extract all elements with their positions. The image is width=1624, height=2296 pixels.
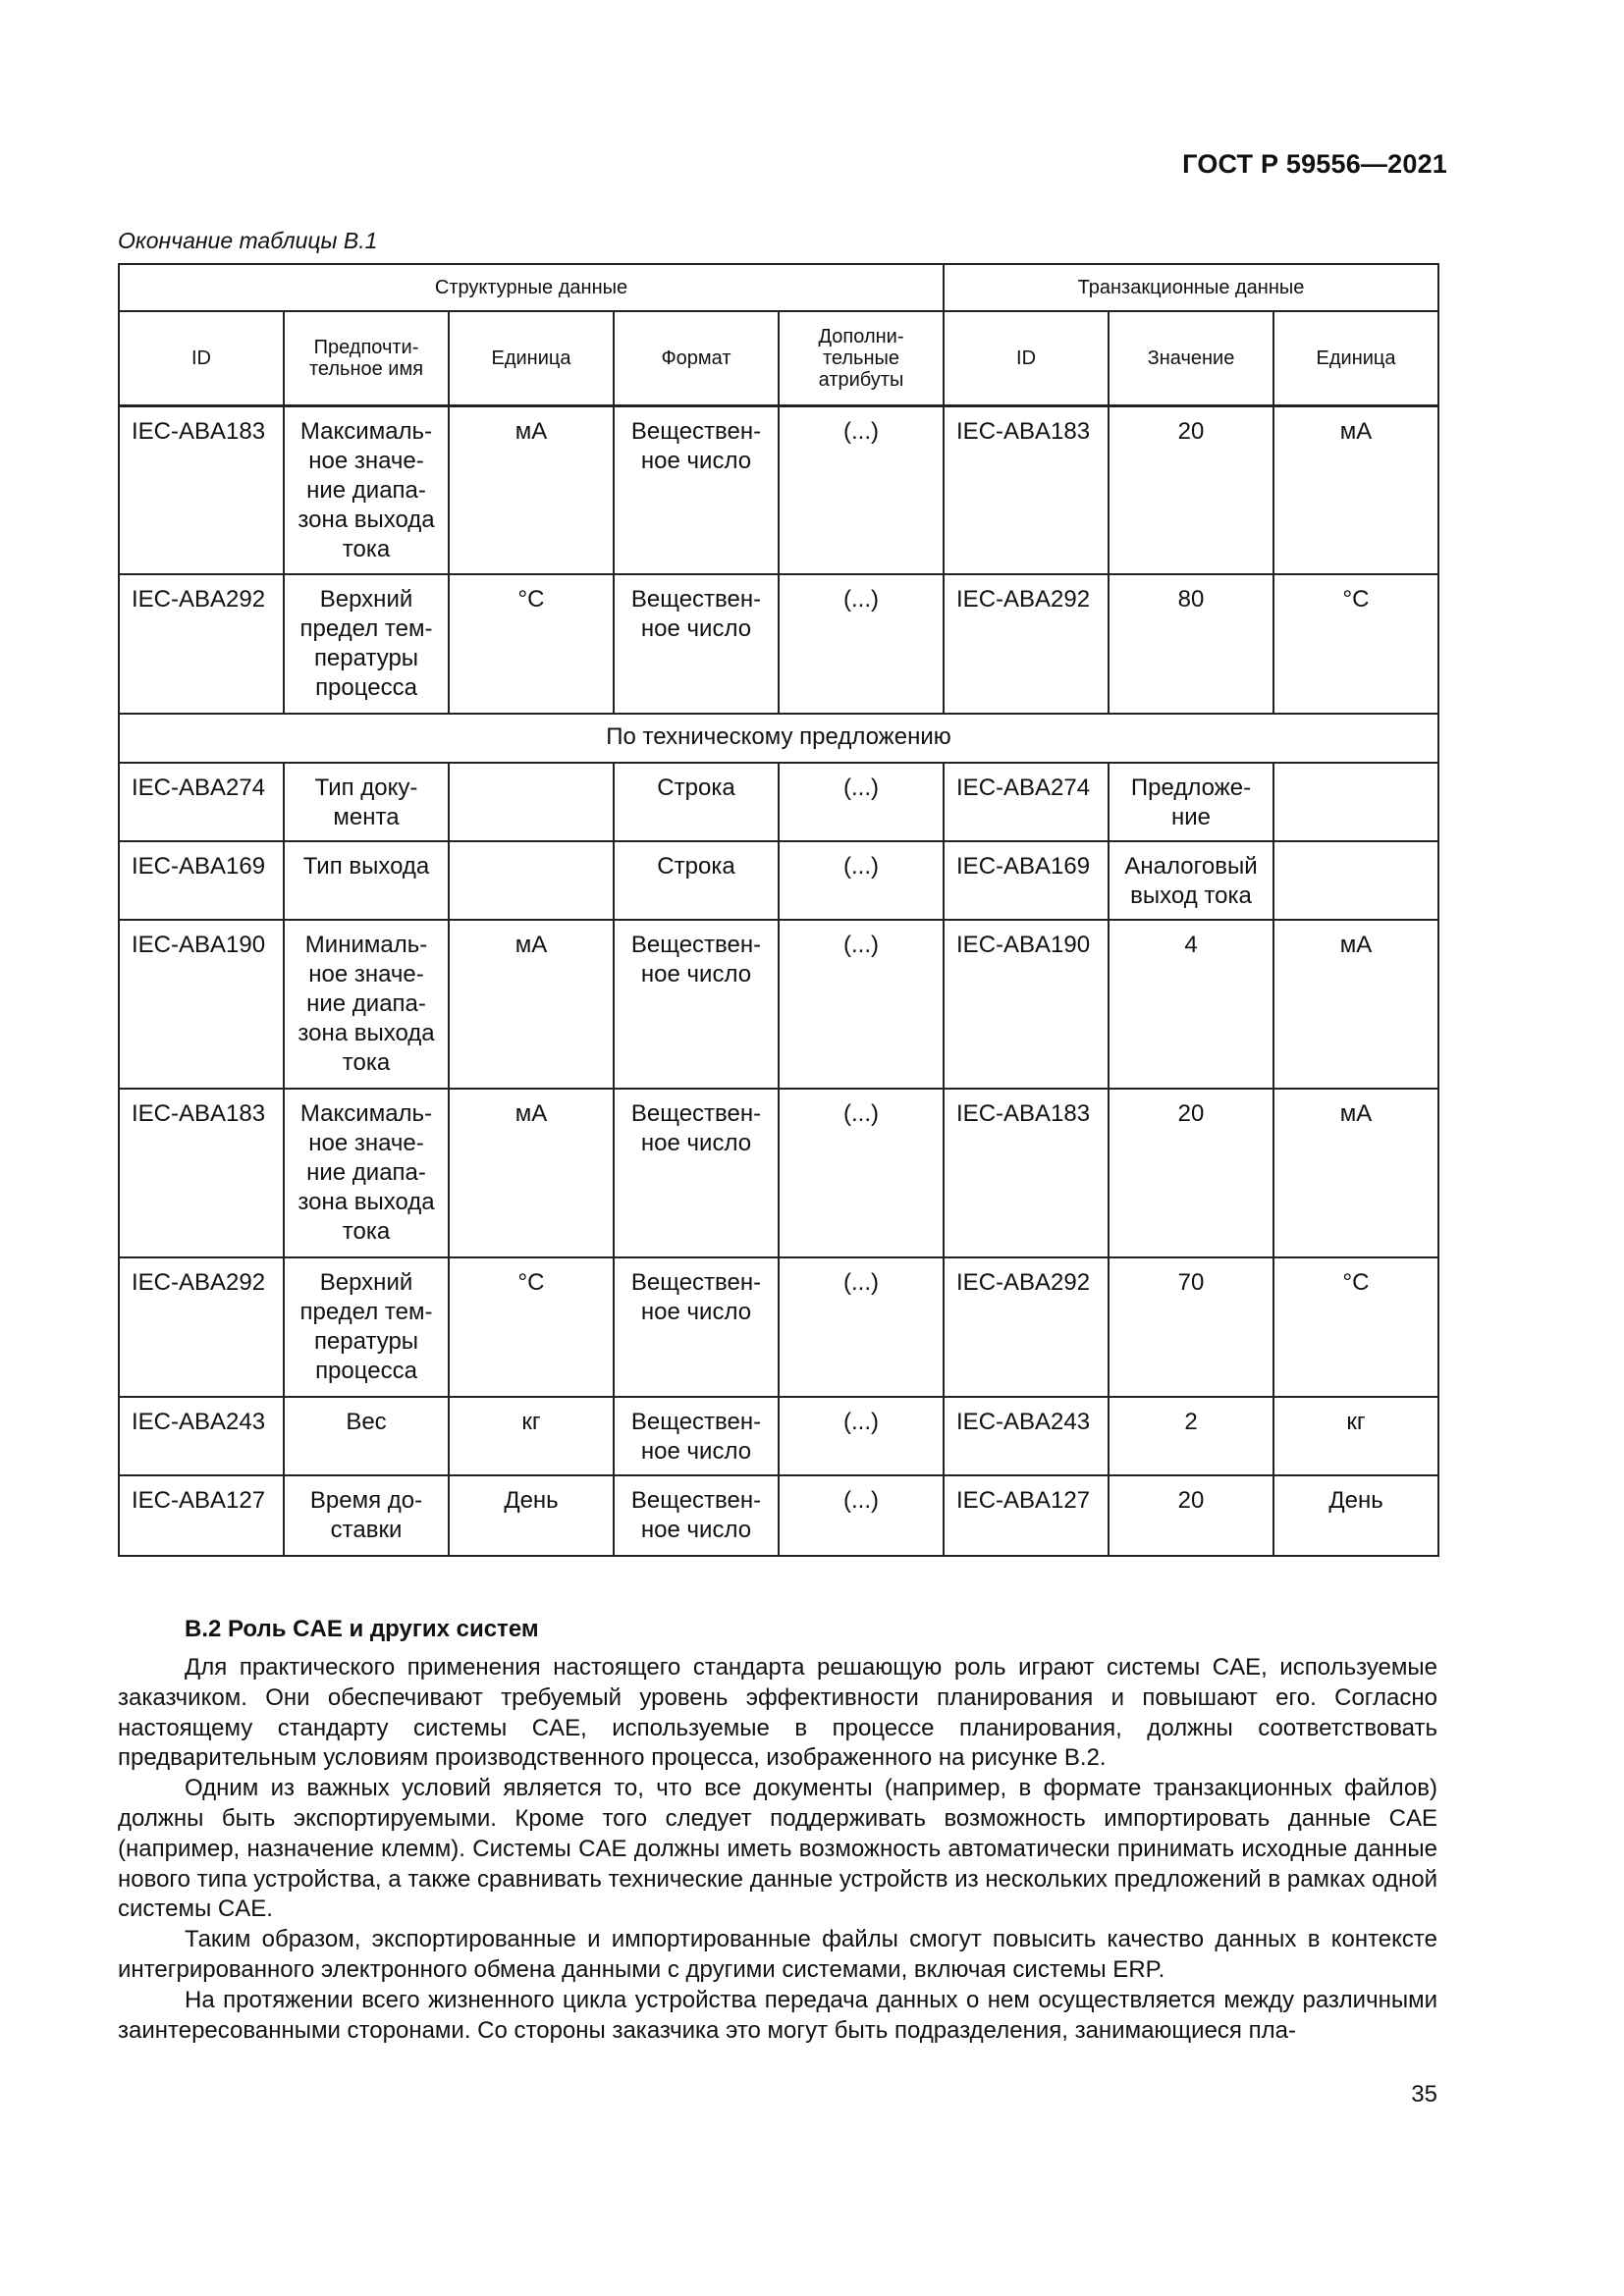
cell-name: Верхний предел тем- пературы процесса [284, 574, 449, 714]
cell-value: 80 [1109, 574, 1273, 714]
cell-unit: мА [449, 1089, 614, 1257]
cell-attributes: (...) [779, 405, 944, 574]
cell-transaction-id: IEC-ABA243 [944, 1397, 1109, 1475]
cell-transaction-unit: °C [1273, 574, 1438, 714]
document-header: ГОСТ Р 59556—2021 [1182, 149, 1447, 179]
cell-attributes: (...) [779, 1257, 944, 1397]
paragraph: На протяжении всего жизненного цикла устройства передача данных о нем осуществляется между различными заинтересованными сторонами. Со стороны заказчика это могут быть подразделения, занимающиеся пла- [118, 1986, 1437, 2044]
cell-transaction-unit [1273, 763, 1438, 841]
cell-transaction-unit [1273, 841, 1438, 920]
cell-transaction-unit: мА [1273, 920, 1438, 1089]
cell-unit: °C [449, 1257, 614, 1397]
cell-format: Веществен- ное число [614, 574, 779, 714]
cell-value: Аналоговый выход тока [1109, 841, 1273, 920]
cell-id: IEC-ABA169 [119, 841, 284, 920]
cell-format: Веществен- ное число [614, 1397, 779, 1475]
cell-format: Веществен- ное число [614, 1089, 779, 1257]
col-header-id: ID [119, 311, 284, 405]
cell-transaction-unit: кг [1273, 1397, 1438, 1475]
cell-unit: мА [449, 920, 614, 1089]
transactional-data-header: Транзакционные данные [944, 264, 1438, 311]
col-header-transaction-unit: Единица [1273, 311, 1438, 405]
cell-transaction-id: IEC-ABA292 [944, 1257, 1109, 1397]
table-row [119, 1257, 1438, 1397]
cell-transaction-id: IEC-ABA274 [944, 763, 1109, 841]
section-row-technical-proposal: По техническому предложению [119, 714, 1438, 763]
cell-unit: кг [449, 1397, 614, 1475]
cell-attributes: (...) [779, 841, 944, 920]
cell-value: 20 [1109, 1475, 1273, 1556]
cell-id: IEC-ABA183 [119, 1089, 284, 1257]
body-text [118, 1653, 1437, 2046]
table-caption: Окончание таблицы В.1 [118, 228, 378, 253]
paragraph: Для практического применения настоящего стандарта решающую роль играют системы CAE, используемые заказчиком. Они обеспечивают требуемый уровень эффективности планирования и повышают его. Согласно настоящему стандарту системы CAE, используемые в процессе планирования, должны соответствовать предварительным условиям производственного процесса, изображенного на рисунке B.2. [118, 1654, 1437, 1772]
cell-id: IEC-ABA292 [119, 574, 284, 714]
cell-transaction-unit: мА [1273, 405, 1438, 574]
cell-unit: День [449, 1475, 614, 1556]
table-row [119, 841, 1438, 920]
paragraph: Таким образом, экспортированные и импортированные файлы смогут повысить качество данных в контексте интегрированного электронного обмена данными с другими системами, включая системы ERP. [118, 1926, 1437, 1983]
cell-transaction-id: IEC-ABA169 [944, 841, 1109, 920]
col-header-unit: Единица [449, 311, 614, 405]
cell-id: IEC-ABA243 [119, 1397, 284, 1475]
cell-transaction-unit: День [1273, 1475, 1438, 1556]
cell-name: Минималь- ное значе- ние диапа- зона выхода тока [284, 920, 449, 1089]
cell-attributes: (...) [779, 1089, 944, 1257]
cell-transaction-unit: мА [1273, 1089, 1438, 1257]
cell-id: IEC-ABA274 [119, 763, 284, 841]
cell-name: Вес [284, 1397, 449, 1475]
cell-unit [449, 841, 614, 920]
table-row [119, 405, 1438, 574]
cell-value: Предложе- ние [1109, 763, 1273, 841]
page-number: 35 [1411, 2081, 1437, 2108]
cell-value: 4 [1109, 920, 1273, 1089]
structural-data-header: Структурные данные [119, 264, 944, 311]
cell-attributes: (...) [779, 1475, 944, 1556]
table-row [119, 920, 1438, 1089]
cell-attributes: (...) [779, 920, 944, 1089]
cell-id: IEC-ABA190 [119, 920, 284, 1089]
cell-id: IEC-ABA127 [119, 1475, 284, 1556]
cell-name: Верхний предел тем- пературы процесса [284, 1257, 449, 1397]
cell-format: Веществен- ное число [614, 1475, 779, 1556]
cell-name: Максималь- ное значе- ние диапа- зона выхода тока [284, 405, 449, 574]
col-header-preferred-name: Предпочти- тельное имя [284, 311, 449, 405]
table-row [119, 1397, 1438, 1475]
cell-transaction-id: IEC-ABA127 [944, 1475, 1109, 1556]
col-header-transaction-id: ID [944, 311, 1109, 405]
cell-transaction-id: IEC-ABA190 [944, 920, 1109, 1089]
cell-format: Строка [614, 841, 779, 920]
cell-transaction-unit: °C [1273, 1257, 1438, 1397]
cell-format: Веществен- ное число [614, 405, 779, 574]
cell-transaction-id: IEC-ABA183 [944, 1089, 1109, 1257]
section-title: B.2 Роль CAE и других систем [185, 1616, 539, 1642]
cell-name: Тип выхода [284, 841, 449, 920]
cell-value: 2 [1109, 1397, 1273, 1475]
cell-value: 20 [1109, 1089, 1273, 1257]
cell-name: Тип доку- мента [284, 763, 449, 841]
cell-unit: мА [449, 405, 614, 574]
cell-value: 70 [1109, 1257, 1273, 1397]
cell-name: Максималь- ное значе- ние диапа- зона выхода тока [284, 1089, 449, 1257]
paragraph: Одним из важных условий является то, что все документы (например, в формате транзакционных файлов) должны быть экспортируемыми. Кроме того следует поддерживать возможность импортировать данные CAE (например, назначение клемм). Системы CAE должны иметь возможность автоматически принимать исходные данные нового типа устройства, а также сравнивать технические данные устройств из нескольких предложений в рамках одной системы CAE. [118, 1775, 1437, 1923]
col-header-format: Формат [614, 311, 779, 405]
cell-value: 20 [1109, 405, 1273, 574]
cell-unit: °C [449, 574, 614, 714]
cell-id: IEC-ABA292 [119, 1257, 284, 1397]
cell-unit [449, 763, 614, 841]
table-row [119, 574, 1438, 714]
cell-format: Веществен- ное число [614, 920, 779, 1089]
data-table [118, 263, 1439, 1557]
cell-attributes: (...) [779, 574, 944, 714]
cell-transaction-id: IEC-ABA292 [944, 574, 1109, 714]
cell-attributes: (...) [779, 1397, 944, 1475]
cell-transaction-id: IEC-ABA183 [944, 405, 1109, 574]
table-row [119, 1475, 1438, 1556]
cell-name: Время до- ставки [284, 1475, 449, 1556]
col-header-value: Значение [1109, 311, 1273, 405]
cell-format: Веществен- ное число [614, 1257, 779, 1397]
cell-id: IEC-ABA183 [119, 405, 284, 574]
table-row [119, 763, 1438, 841]
cell-format: Строка [614, 763, 779, 841]
col-header-additional-attributes: Дополни- тельные атрибуты [779, 311, 944, 405]
table-row [119, 1089, 1438, 1257]
cell-attributes: (...) [779, 763, 944, 841]
